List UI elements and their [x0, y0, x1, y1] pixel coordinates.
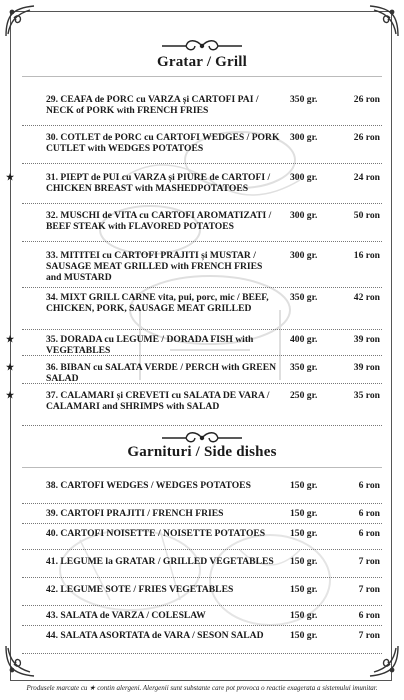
menu-item-row — [22, 250, 382, 288]
menu-item-row — [22, 132, 382, 164]
menu-item-row — [22, 292, 382, 330]
menu-item-price: 39 ron — [353, 334, 380, 345]
menu-item-price: 7 ron — [358, 556, 380, 567]
menu-item-price: 6 ron — [358, 508, 380, 519]
menu-item-quantity: 150 gr. — [290, 508, 318, 519]
corner-ornament-icon — [4, 4, 38, 38]
menu-item-row — [6, 362, 382, 385]
menu-item-name: 35. DORADA cu LEGUME / DORADA FISH with VEGETABLES — [46, 334, 254, 357]
menu-item-price: 35 ron — [353, 390, 380, 401]
allergen-star-icon: ★ — [6, 390, 15, 400]
menu-item-name: 39. CARTOFI PRAJITI / FRENCH FRIES — [46, 508, 224, 519]
menu-item-row — [6, 172, 382, 204]
menu-item-price: 24 ron — [353, 172, 380, 183]
menu-item-row — [22, 94, 382, 126]
menu-item-quantity: 150 gr. — [290, 480, 318, 491]
menu-item-price: 7 ron — [358, 630, 380, 641]
menu-item-name: 42. LEGUME SOTE / FRIES VEGETABLES — [46, 584, 234, 595]
menu-item-price: 7 ron — [358, 584, 380, 595]
menu-item-row — [22, 508, 382, 524]
menu-item-price: 16 ron — [353, 250, 380, 261]
menu-item-row — [22, 630, 382, 654]
menu-item-row — [22, 210, 382, 242]
menu-item-price: 6 ron — [358, 480, 380, 491]
menu-item-row — [22, 556, 382, 578]
menu-item-row — [6, 334, 382, 357]
menu-item-price: 42 ron — [353, 292, 380, 303]
menu-item-name: 44. SALATA ASORTATA de VARA / SESON SALAD — [46, 630, 264, 641]
menu-item-name: 34. MIXT GRILL CARNE vita, pui, porc, mic / BEEF, CHICKEN, PORK, SAUSAGE MEAT GRILLED — [46, 292, 269, 315]
menu-item-price: 26 ron — [353, 132, 380, 143]
menu-item-name: 38. CARTOFI WEDGES / WEDGES POTATOES — [46, 480, 251, 491]
menu-item-name: 40. CARTOFI NOISETTE / NOISETTE POTATOES — [46, 528, 266, 539]
menu-item-quantity: 300 gr. — [290, 132, 318, 143]
menu-item-quantity: 300 gr. — [290, 210, 318, 221]
menu-item-row — [22, 584, 382, 606]
menu-item-quantity: 150 gr. — [290, 528, 318, 539]
menu-item-quantity: 150 gr. — [290, 584, 318, 595]
section-title-grill: Gratar / Grill — [156, 54, 247, 70]
menu-item-row — [22, 480, 382, 504]
menu-item-quantity: 350 gr. — [290, 362, 318, 373]
menu-item-name: 30. COTLET de PORC cu CARTOFI WEDGES / PORK CUTLET with WEDGES POTATOES — [46, 132, 280, 155]
menu-item-quantity: 350 gr. — [290, 292, 318, 303]
menu-item-quantity: 150 gr. — [290, 610, 318, 621]
allergen-footer-note: Produsele marcate cu ★ contin alergeni. Alergenii sunt substante care pot provoca o reactie exagerata a sistemului imunitar. — [26, 684, 378, 692]
menu-item-quantity: 300 gr. — [290, 172, 318, 183]
menu-item-price: 6 ron — [358, 528, 380, 539]
menu-item-price: 50 ron — [353, 210, 380, 221]
divider — [22, 76, 382, 77]
menu-item-quantity: 350 gr. — [290, 94, 318, 105]
section-title-side-dishes: Garnituri / Side dishes — [127, 444, 277, 460]
menu-item-name: 29. CEAFA de PORC cu VARZA și CARTOFI PAI / NECK of PORK with FRENCH FRIES — [46, 94, 259, 117]
menu-item-name: 43. SALATA de VARZA / COLESLAW — [46, 610, 206, 621]
menu-item-name: 33. MITITEI cu CARTOFI PRAJITI și MUSTAR / SAUSAGE MEAT GRILLED with FRENCH FRIES and MUSTARD — [46, 250, 263, 284]
menu-item-name: 36. BIBAN cu SALATA VERDE / PERCH with GREEN SALAD — [46, 362, 277, 385]
menu-item-quantity: 150 gr. — [290, 630, 318, 641]
menu-item-name: 31. PIEPT de PUI cu VARZA și PIURE de CARTOFI / CHICKEN BREAST with MASHEDPOTATOES — [46, 172, 271, 195]
corner-ornament-icon — [366, 4, 400, 38]
menu-item-name: 41. LEGUME la GRATAR / GRILLED VEGETABLES — [46, 556, 274, 567]
allergen-star-icon: ★ — [6, 172, 15, 182]
title-flourish-icon — [152, 38, 252, 52]
title-flourish-icon — [152, 430, 252, 444]
allergen-star-icon: ★ — [6, 362, 15, 372]
menu-item-price: 26 ron — [353, 94, 380, 105]
menu-item-name: 32. MUSCHI de VITA cu CARTOFI AROMATIZATI / BEEF STEAK with FLAVORED POTATOES — [46, 210, 272, 233]
menu-item-quantity: 250 gr. — [290, 390, 318, 401]
menu-item-row — [22, 528, 382, 550]
menu-item-row — [6, 390, 382, 426]
menu-item-quantity: 150 gr. — [290, 556, 318, 567]
divider — [22, 467, 382, 468]
menu-item-price: 39 ron — [353, 362, 380, 373]
menu-item-name: 37. CALAMARI și CREVETI cu SALATA DE VARA / CALAMARI and SHRIMPS with SALAD — [46, 390, 270, 413]
menu-item-quantity: 300 gr. — [290, 250, 318, 261]
menu-item-quantity: 400 gr. — [290, 334, 318, 345]
menu-item-row — [22, 610, 382, 626]
menu-item-price: 6 ron — [358, 610, 380, 621]
allergen-star-icon: ★ — [6, 334, 15, 344]
